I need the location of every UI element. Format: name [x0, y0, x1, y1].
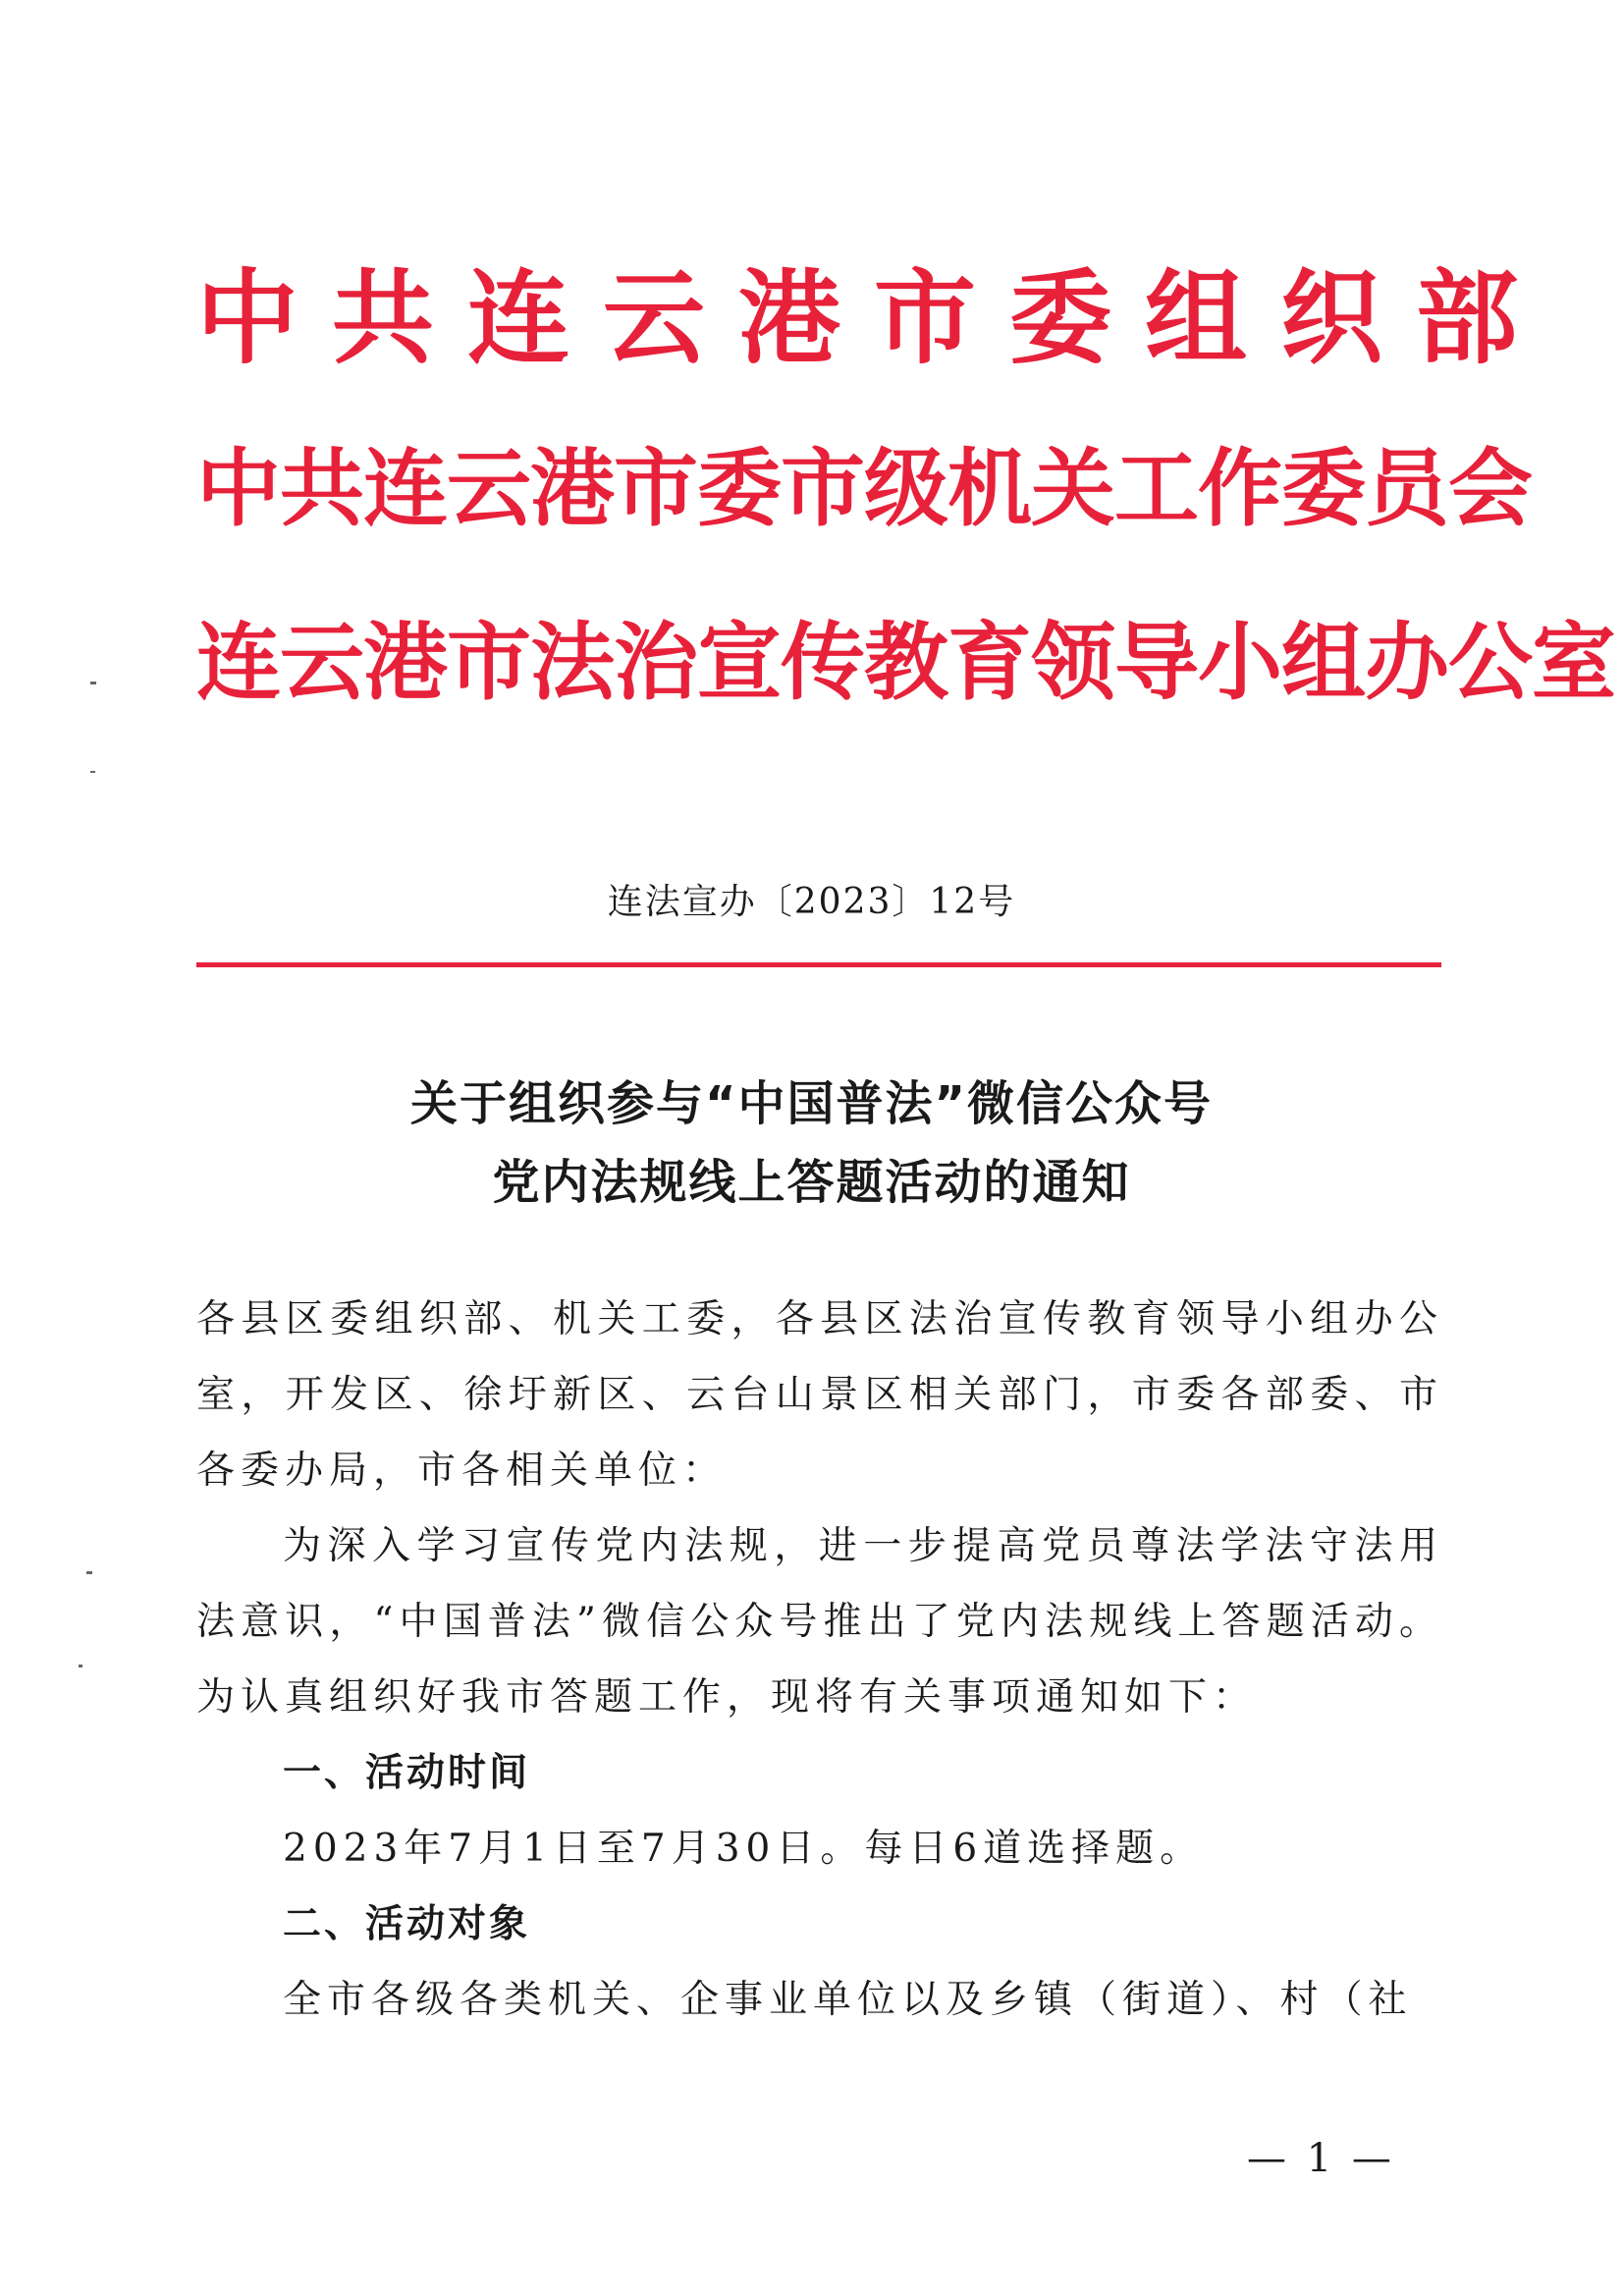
section-1-text: 2023年7月1日至7月30日。每日6道选择题。: [283, 1827, 1205, 1871]
header-org-line-3: 连云港市法治宣传教育领导小组办公室: [196, 614, 1615, 712]
notice-body: [196, 1282, 1443, 2038]
page-number: — 1 —: [1247, 2136, 1395, 2181]
section-2-text: 全市各级各类机关、企事业单位以及乡镇（街道）、村（社: [283, 1978, 1413, 2022]
section-1-heading: 一、活动时间: [283, 1751, 531, 1795]
scan-speck: [79, 1665, 82, 1667]
section-2-heading: 二、活动对象: [283, 1902, 531, 1946]
document-number: 连法宣办〔2023〕12号: [607, 882, 1016, 922]
intro-paragraph: 为深入学习宣传党内法规，进一步提高党员尊法学法守法用法意识，“中国普法”微信公众号推出了党内法规线上答题活动。为认真组织好我市答题工作，现将有关事项通知如下：: [196, 1524, 1443, 1720]
scan-speck: [90, 682, 96, 684]
red-divider-line: [196, 962, 1441, 967]
header-org-line-2: 中共连云港市委市级机关工作委员会: [196, 440, 1532, 538]
notice-title-line-1: 关于组织参与“中国普法”微信公众号: [409, 1076, 1214, 1131]
header-org-line-1: 中共连云港市委组织部: [196, 258, 1552, 378]
scan-speck: [86, 1571, 92, 1574]
addressee-paragraph: 各县区委组织部、机关工委，各县区法治宣传教育领导小组办公室，开发区、徐圩新区、云台山景区相关部门，市委各部委、市各委办局，市各相关单位：: [196, 1297, 1443, 1493]
scan-speck: [90, 771, 95, 773]
notice-title-line-2: 党内法规线上答题活动的通知: [492, 1155, 1131, 1210]
